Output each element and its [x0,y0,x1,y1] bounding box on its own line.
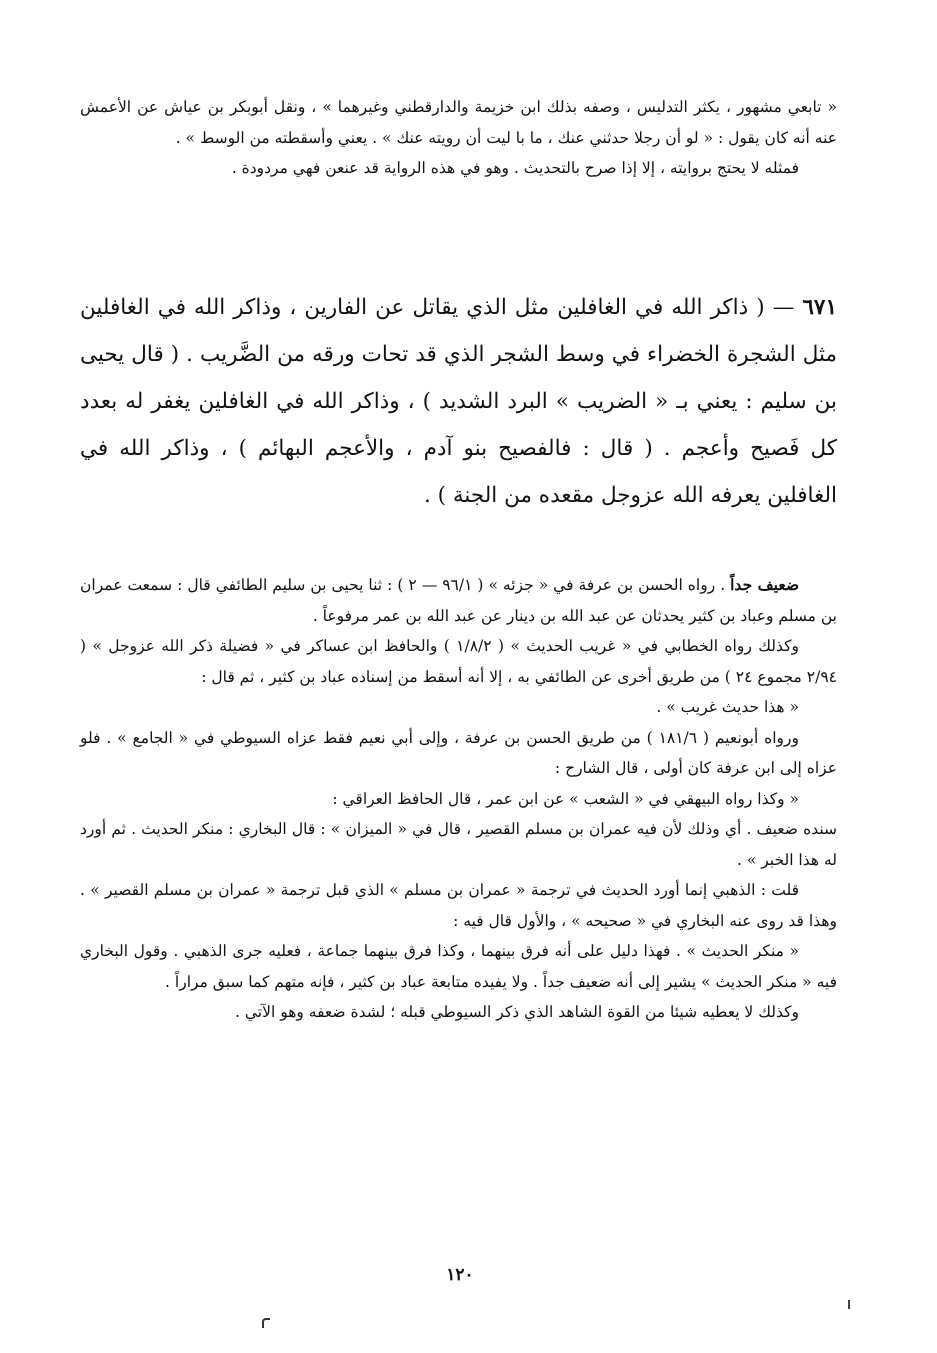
intro-section [80,92,837,184]
takhrij-paragraph-3: « هذا حديث غريب » . [656,698,799,716]
takhrij-section [80,570,837,1028]
hadith-body: — ( ذاكر الله في الغافلين مثل الذي يقاتل عن الفارين ، وذاكر الله في الغافلين مثل الشجرة الخضراء في وسط الشجر الذي قد تحات ورقه من الضَّريب . ( قال يحيى بن سليم : يعني بـ « الضريب » البرد الشديد ) ، وذاكر الله في الغافلين يغفر له بعدد كل فَصيح وأعجم . ( قال : فالفصيح بنو آدم ، والأعجم البهائم ) ، وذاكر الله في الغافلين يعرفه الله عزوجل مقعده من الجنة ) . [80,295,837,508]
hadith-text [80,284,837,519]
scan-mark [262,1318,270,1328]
takhrij-paragraph-4: ورواه أبونعيم ( ١٨١/٦ ) من طريق الحسن بن عرفة ، وإلى أبي نعيم فقط عزاه السيوطي في « الجامع » . فلو عزاه إلى ابن عرفة كان أولى ، قال الشارح : [80,728,837,777]
intro-paragraph-1: « تابعي مشهور ، يكثر التدليس ، وصفه بذلك ابن خزيمة والدارقطني وغيرهما » ، ونقل أبوبكر بن عياش عن الأعمش عنه أنه كان يقول : « لو أن رجلا حدثني عنك ، ما با ليت أن رويته عنك » . يعني وأسقطته من الوسط » . [80,98,837,147]
page-number: ١٢٠ [446,1265,474,1285]
hadith-number: ٦٧١ [802,295,837,320]
takhrij-paragraph-7: قلت : الذهبي إنما أورد الحديث في ترجمة « عمران بن مسلم » الذي قبل ترجمة « عمران بن مسلم القصير » . وهذا قد روى عنه البخاري في « صحيحه » ، والأول قال فيه : [80,881,837,930]
takhrij-paragraph-6: سنده ضعيف . أي وذلك لأن فيه عمران بن مسلم القصير ، قال في « الميزان » : قال البخاري : منكر الحديث . ثم أورد له هذا الخبر » . [80,820,837,869]
takhrij-paragraph-1-text: . رواه الحسن بن عرفة في « جزئه » ( ٩٦/١ — ٢ ) : ثنا يحيى بن سليم الطائفي قال : سمعت عمران بن مسلم وعباد بن كثير يحدثان عن عبد الله بن دينار عن عبد الله بن عمر مرفوعاً . [80,576,837,625]
grading-label: ضعيف جداً [730,575,799,594]
takhrij-paragraph-9: وكذلك لا يعطيه شيئا من القوة الشاهد الذي ذكر السيوطي قبله ؛ لشدة ضعفه وهو الآتي . [235,1003,799,1021]
takhrij-paragraph-1 [80,570,837,631]
takhrij-paragraph-8: « منكر الحديث » . فهذا دليل على أنه فرق بينهما ، وكذا فرق بينهما جماعة ، فعليه جرى الذهبي . وقول البخاري فيه « منكر الحديث » يشير إلى أنه ضعيف جداً . ولا يفيده متابعة عباد بن كثير ، فإنه متهم كما سبق مراراً . [80,942,837,991]
scan-mark-edge [848,1300,850,1309]
takhrij-paragraph-2: وكذلك رواه الخطابي في « غريب الحديث » ( ١/٨/٢ ) والحافظ ابن عساكر في « فضيلة ذكر الله عزوجل » ( ٢/٩٤ مجموع ٢٤ ) من طريق أخرى عن الطائفي به ، إلا أنه أسقط من إسناده عباد بن كثير ، ثم قال : [80,637,837,686]
takhrij-paragraph-5: « وكذا رواه البيهقي في « الشعب » عن ابن عمر ، قال الحافظ العراقي : [332,789,799,808]
intro-paragraph-2: فمثله لا يحتج بروايته ، إلا إذا صرح بالتحديث . وهو في هذه الرواية قد عنعن فهي مردودة . [231,159,799,177]
